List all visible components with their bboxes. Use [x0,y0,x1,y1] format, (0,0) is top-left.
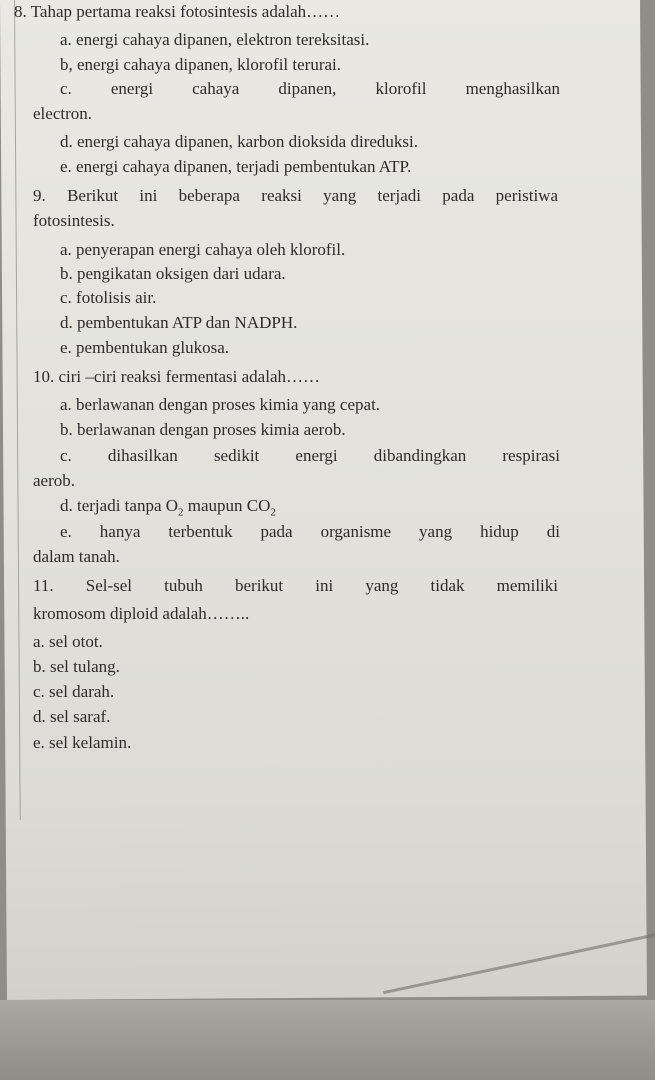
option-b: b, energi cahaya dipanen, klorofil terurai. [60,55,342,74]
option-c-continuation: aerob. [33,471,76,490]
option-a: a. berlawanan dengan proses kimia yang cepat. [60,395,381,414]
margin-line [14,0,21,820]
question-stem-continuation: kromosom diploid adalah…….. [33,604,250,623]
option-b: b. berlawanan dengan proses kimia aerob. [60,420,346,439]
question-number: 11. [33,576,54,595]
option-c: c. dihasilkan sedikit energi dibandingkan respirasi [60,446,560,465]
option-e: e. sel kelamin. [33,733,132,752]
question-stem: Sel-sel tubuh berikut ini yang tidak memiliki [85,576,558,595]
option-a: a. sel otot. [33,632,103,651]
question-stem: Berikut ini beberapa reaksi yang terjadi pada peristiwa [67,186,558,205]
question-number: 9. [33,186,46,205]
question-stem: Tahap pertama reaksi fotosintesis adalah…… [30,2,341,21]
option-d: d. pembentukan ATP dan NADPH. [60,313,298,332]
question-stem-continuation: fotosintesis. [33,211,115,230]
option-c-continuation: electron. [33,104,92,123]
option-b: b. sel tulang. [33,657,120,676]
table-background [0,1000,655,1080]
question-number: 10. [33,367,55,386]
option-e: e. pembentukan glukosa. [60,338,230,357]
option-d: d. sel saraf. [33,707,111,726]
question-number: 8. [14,2,27,21]
option-e: e. energi cahaya dipanen, terjadi pembentukan ATP. [60,157,412,176]
option-c: c. fotolisis air. [60,288,157,307]
option-a: a. penyerapan energi cahaya oleh klorofil. [60,240,346,259]
option-b: b. pengikatan oksigen dari udara. [60,264,286,283]
option-d: d. terjadi tanpa $O_2$ maupun $CO_2$ [60,496,276,519]
question-stem: ciri –ciri reaksi fermentasi adalah…… [58,367,320,386]
option-c: c. energi cahaya dipanen, klorofil menghasilkan [60,79,560,98]
option-c: c. sel darah. [33,682,115,701]
option-e-continuation: dalam tanah. [33,547,120,566]
option-d: d. energi cahaya dipanen, karbon dioksida direduksi. [60,132,418,151]
option-e: e. hanya terbentuk pada organisme yang hidup di [60,522,560,541]
option-a: a. energi cahaya dipanen, elektron tereksitasi. [60,30,370,49]
